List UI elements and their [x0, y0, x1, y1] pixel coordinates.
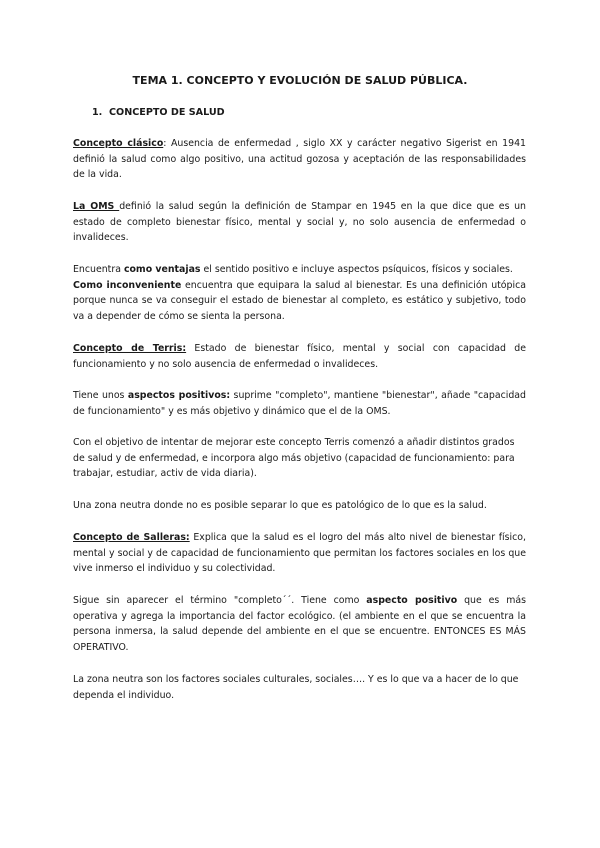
paragraph-text: : Ausencia de enfermedad , siglo XX y carácter negativo Sigerist en 1941 definió la salud como algo positivo, una actitud gozosa y aceptación de las responsabilidades de la vida. [73, 138, 526, 181]
term-terris: Concepto de Terris: [73, 343, 187, 354]
term-ventajas: como ventajas [123, 264, 201, 275]
paragraph-text: Tiene unos [73, 390, 128, 401]
paragraph-text: suprime "completo", mantiene "bienestar", añade "capacidad de funcionamiento" y es más objetivo y dinámico que el de la OMS. [73, 390, 527, 417]
paragraph-grados-salud: Con el objetivo de intentar de mejorar este concepto Terris comenzó a añadir distintos grados de salud y de enfermedad, e incorpora algo más objetivo (capacidad de funcionamiento: para trabajar, estudiar, activ de vida diaria). [73, 437, 515, 480]
paragraph-aspectos-positivos [73, 388, 526, 419]
paragraph-text: Estado de bienestar físico, mental y social con capacidad de funcionamiento y no solo ausencia de enfermedad o invalideces. [73, 343, 527, 370]
term-inconveniente: Como inconveniente [73, 279, 182, 291]
term-concepto-clasico: Concepto clásico [73, 138, 164, 149]
paragraph-text: Encuentra [73, 264, 124, 275]
paragraph-zona-neutra: Una zona neutra donde no es posible separar lo que es patológico de lo que es la salud. [73, 500, 487, 511]
paragraph-terris [73, 341, 526, 372]
term-aspectos-positivos: aspectos positivos: [127, 390, 231, 401]
paragraph-text: Explica que la salud es el logro del más alto nivel de bienestar físico, mental y social y de capacidad de funcionamiento que permitan los factores sociales en los que vive inmerso el individuo y su colectividad. [73, 532, 526, 575]
paragraph-text: Sigue sin aparecer el término "completo´´. Tiene como [73, 595, 367, 606]
term-salleras: Concepto de Salleras: [73, 532, 190, 543]
paragraph-text: definió la salud según la definición de Stampar en 1945 en la que dice que es un estado de completo bienestar físico, mental y social y, no solo ausencia de enfermedad o invalideces. [73, 201, 526, 244]
section-heading [92, 107, 225, 118]
term-oms: La OMS [73, 201, 120, 212]
page-title: TEMA 1. CONCEPTO Y EVOLUCIÓN DE SALUD PÚBLICA. [132, 74, 468, 87]
paragraph-oms [73, 199, 526, 246]
paragraph-aspecto-positivo [73, 593, 526, 655]
paragraph-concepto-clasico [73, 136, 526, 183]
paragraph-text: el sentido positivo e incluye aspectos psíquicos, físicos y sociales. [200, 264, 513, 275]
section-label: CONCEPTO DE SALUD [109, 107, 225, 118]
term-aspecto-positivo: aspecto positivo [366, 595, 458, 606]
paragraph-text: encuentra que equipara la salud al bienestar. Es una definición utópica porque nunca se va conseguir el estado de bienestar al completo, es estático y subjetivo, todo va a depender de cómo se sienta la persona. [73, 279, 526, 322]
paragraph-ventajas [73, 262, 526, 324]
paragraph-text: que es más operativa y agrega la importancia del factor ecológico. (el ambiente en el que se encuentra la persona inmersa, la salud depende del ambiente en el que se encuentre. ENTONCES ES MÁS OPERATIVO. [73, 595, 526, 653]
paragraph-factores-sociales: La zona neutra son los factores sociales culturales, sociales…. Y es lo que va a hacer de lo que dependa el individuo. [73, 674, 519, 701]
section-number: 1. [92, 107, 103, 118]
paragraph-salleras [73, 530, 526, 577]
